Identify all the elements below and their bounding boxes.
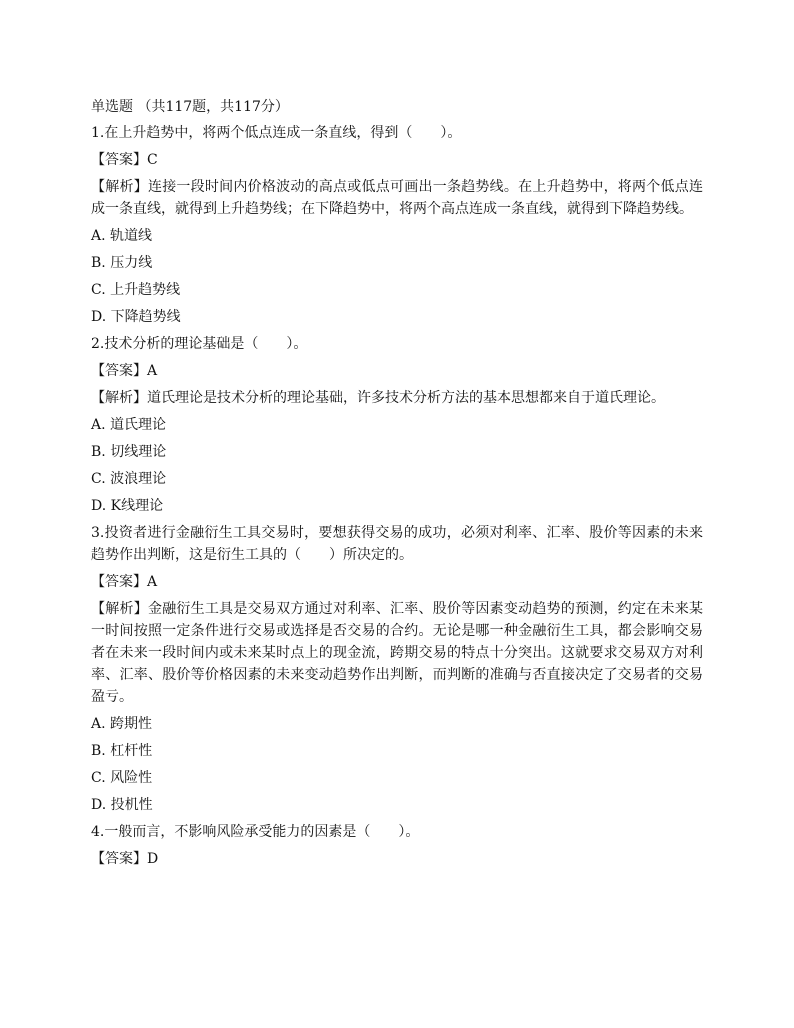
- answer-value: D: [147, 851, 159, 867]
- question-stem: 2.技术分析的理论基础是（ ）。: [91, 336, 308, 352]
- question-block: [91, 333, 703, 517]
- option-b: B. 切线理论: [91, 444, 167, 460]
- analysis-text: 连接一段时间内价格波动的高点或低点可画出一条趋势线。在上升趋势中，将两个低点连成一条直线，就得到上升趋势线；在下降趋势中，将两个高点连成一条直线，就得到下降趋势线。: [91, 179, 703, 217]
- option-b: B. 压力线: [91, 255, 153, 271]
- answer-value: A: [147, 574, 158, 590]
- analysis-tag: 【解析】: [91, 601, 148, 617]
- question-block: [91, 522, 703, 816]
- analysis-text: 道氏理论是技术分析的理论基础，许多技术分析方法的基本思想都来自于道氏理论。: [147, 390, 665, 406]
- answer-tag: 【答案】: [91, 574, 147, 590]
- analysis-paragraph: [91, 598, 703, 708]
- question-stem: 3.投资者进行金融衍生工具交易时，要想获得交易的成功，必须对利率、汇率、股价等因素的未来趋势作出判断，这是衍生工具的（ ）所决定的。: [91, 525, 703, 563]
- answer-value: A: [147, 363, 158, 379]
- analysis-tag: 【解析】: [91, 390, 147, 406]
- option-c: C. 波浪理论: [91, 471, 167, 487]
- answer-tag: 【答案】: [91, 363, 147, 379]
- document-page: [91, 96, 703, 875]
- section-title: 单选题 （共117题，共117分）: [91, 99, 289, 115]
- analysis-paragraph: [91, 176, 703, 220]
- analysis-text: 金融衍生工具是交易双方通过对利率、汇率、股价等因素变动趋势的预测，约定在未来某一时间按照一定条件进行交易或选择是否交易的合约。无论是哪一种金融衍生工具，都会影响交易者在未来一段时间内或未来某时点上的现金流，跨期交易的特点十分突出。这就要求交易双方对利率、汇率、股价等价格因素的未来变动趋势作出判断，而判断的准确与否直接决定了交易者的交易盈亏。: [91, 601, 703, 705]
- analysis-tag: 【解析】: [91, 179, 148, 195]
- option-b: B. 杠杆性: [91, 743, 153, 759]
- answer-line: [91, 848, 703, 870]
- analysis-paragraph: [91, 387, 703, 409]
- option-d: D. K线理论: [91, 498, 164, 514]
- option-c: C. 风险性: [91, 770, 153, 786]
- option-d: D. 投机性: [91, 797, 153, 813]
- question-block: [91, 821, 703, 870]
- question-stem: 1.在上升趋势中，将两个低点连成一条直线，得到（ ）。: [91, 125, 462, 141]
- option-c: C. 上升趋势线: [91, 282, 181, 298]
- question-block: [91, 122, 703, 328]
- option-a: A. 跨期性: [91, 716, 153, 732]
- option-a: A. 轨道线: [91, 228, 153, 244]
- answer-line: [91, 571, 703, 593]
- answer-tag: 【答案】: [91, 152, 147, 168]
- answer-tag: 【答案】: [91, 851, 147, 867]
- option-d: D. 下降趋势线: [91, 309, 181, 325]
- answer-value: C: [147, 152, 158, 168]
- answer-line: [91, 149, 703, 171]
- option-a: A. 道氏理论: [91, 417, 167, 433]
- answer-line: [91, 360, 703, 382]
- question-stem: 4.一般而言，不影响风险承受能力的因素是（ ）。: [91, 824, 420, 840]
